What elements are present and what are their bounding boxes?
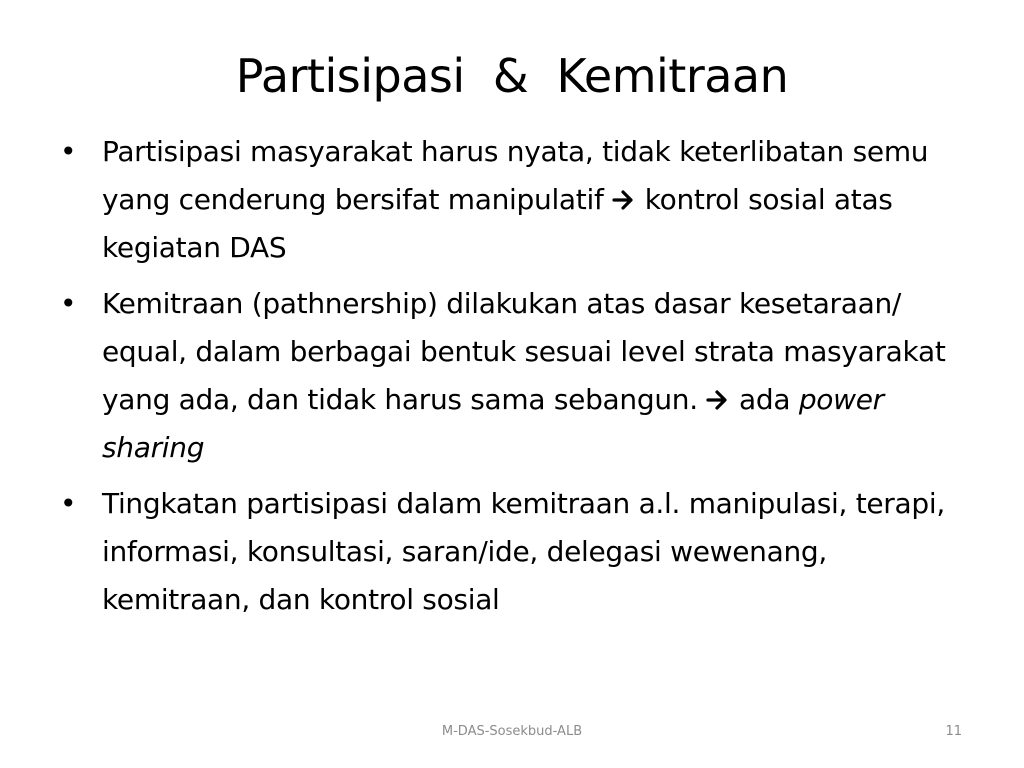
- slide-title: Partisipasi & Kemitraan: [235, 49, 789, 103]
- right-arrow-icon: [706, 389, 730, 411]
- bullet-list: [58, 128, 963, 632]
- bullet-2-text-continued: ada: [730, 383, 799, 416]
- bullet-item-1: [58, 128, 963, 272]
- bullet-1-text-continued: kontrol sosial atas kegiatan DAS: [102, 183, 893, 264]
- footer-text: M-DAS-Sosekbud-ALB: [441, 724, 583, 739]
- bullet-icon: •: [60, 287, 77, 320]
- bullet-icon: •: [60, 135, 77, 168]
- bullet-icon: •: [60, 487, 77, 520]
- bullet-item-3: [58, 480, 963, 624]
- bullet-2-text: Kemitraan (pathnership) dilakukan atas dasar kesetaraan/ equal, dalam berbagai bentuk sesuai level strata masyarakat yang ada, dan tidak harus sama sebangun.: [102, 287, 946, 416]
- bullet-2-emphasis: power sharing: [102, 383, 884, 464]
- bullet-3-text: Tingkatan partisipasi dalam kemitraan a.l. manipulasi, terapi, informasi, konsultasi, saran/ide, delegasi wewenang, kemitraan, dan kontrol sosial: [102, 487, 945, 616]
- page-number: 11: [945, 724, 962, 739]
- right-arrow-icon: [612, 189, 636, 211]
- bullet-1-text: Partisipasi masyarakat harus nyata, tidak keterlibatan semu yang cenderung bersifat manipulatif: [102, 135, 929, 216]
- bullet-item-2: [58, 280, 963, 472]
